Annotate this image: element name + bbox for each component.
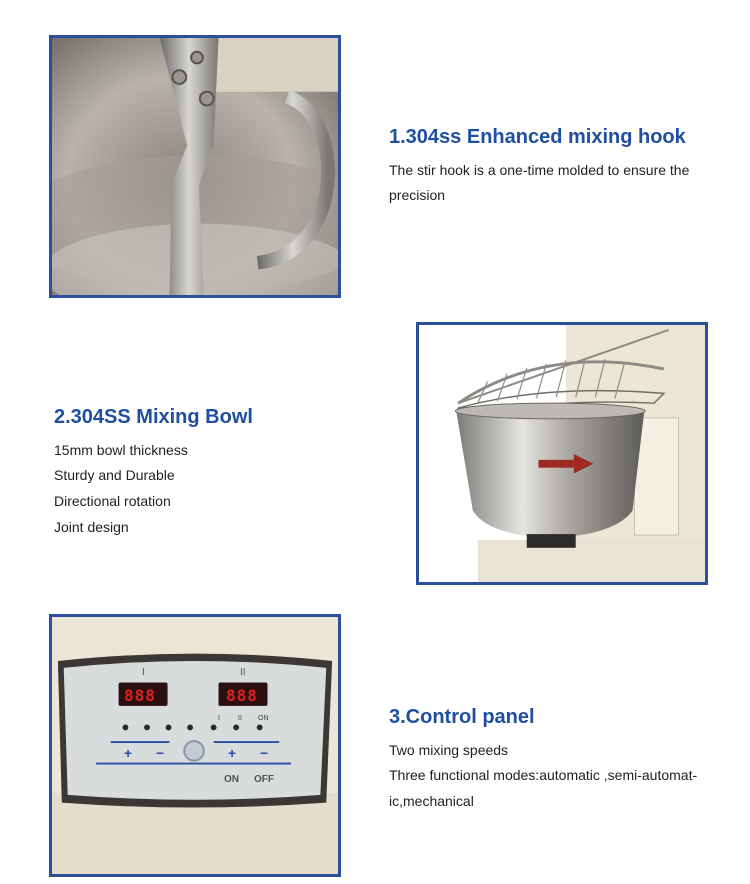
- mixing-hook-photo: [49, 35, 341, 298]
- control-panel-photo: [49, 614, 341, 877]
- section-3-text-line: ic,mechanical: [389, 793, 474, 809]
- section-1-text-line: precision: [389, 187, 446, 203]
- indicator-label: I: [218, 715, 220, 722]
- speed-label-one: I: [142, 667, 145, 678]
- section-3-text-line: Three functional modes:automatic ,semi-automat-: [389, 767, 698, 783]
- minus-button-left[interactable]: −: [156, 745, 165, 761]
- section-1-title: 1.304ss Enhanced mixing hook: [389, 126, 686, 148]
- section-2-text-line: Directional rotation: [54, 493, 171, 509]
- indicator-label: ON: [258, 715, 269, 722]
- section-2-title: 2.304SS Mixing Bowl: [54, 406, 253, 428]
- on-button[interactable]: ON: [224, 774, 239, 785]
- section-2-text-line: 15mm bowl thickness: [54, 442, 188, 458]
- section-2-text-line: Joint design: [54, 519, 129, 535]
- section-3-text-line: Two mixing speeds: [389, 742, 509, 758]
- minus-button-right[interactable]: −: [260, 745, 269, 761]
- off-button[interactable]: OFF: [254, 774, 274, 785]
- display-right: 888: [226, 686, 258, 705]
- plus-button-left[interactable]: +: [124, 745, 133, 761]
- section-3-title: 3.Control panel: [389, 706, 535, 728]
- speed-label-two: II: [240, 667, 246, 678]
- display-left: 888: [124, 686, 156, 705]
- indicator-label: II: [238, 715, 242, 722]
- plus-button-right[interactable]: +: [228, 745, 237, 761]
- mixing-bowl-photo: [416, 322, 708, 585]
- section-2-text-line: Sturdy and Durable: [54, 467, 175, 483]
- section-1-text-line: The stir hook is a one-time molded to ensure the: [389, 162, 690, 178]
